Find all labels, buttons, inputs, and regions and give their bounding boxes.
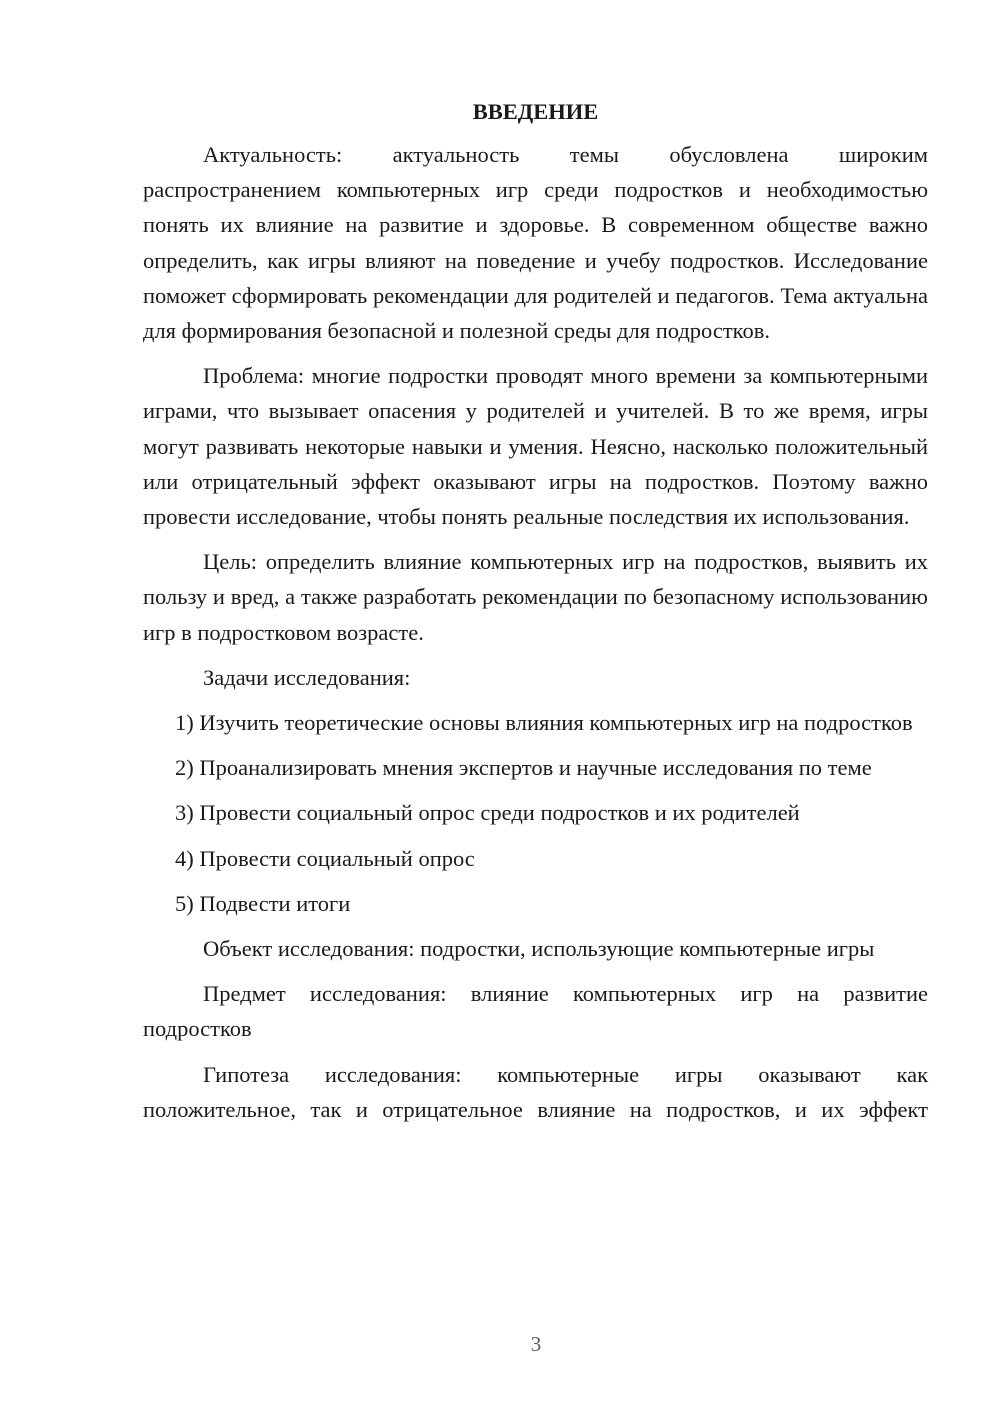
- section-title: ВВЕДЕНИЕ: [472, 99, 599, 124]
- hypothesis-paragraph: Гипотеза исследования: компьютерные игры оказывают как положительное, так и отрицательное влияние на подростков, и их эффект: [143, 1061, 928, 1122]
- task-item: 3) Провести социальный опрос среди подростков и их родителей: [175, 800, 800, 826]
- document-body: [143, 94, 928, 1137]
- task-item: 2) Проанализировать мнения экспертов и научные исследования по теме: [175, 755, 872, 781]
- page-number: 3: [530, 1332, 542, 1356]
- relevance-paragraph: Актуальность: актуальность темы обусловлена широким распространением компьютерных игр среди подростков и необходимостью понять их влияние на развитие и здоровье. В современном обществе важно определить, как игры влияют на поведение и учебу подростков. Исследование поможет сформировать рекомендации для родителей и педагогов. Тема актуальна для формирования безопасной и полезной среды для подростков.: [143, 142, 928, 344]
- goal-paragraph: Цель: определить влияние компьютерных игр на подростков, выявить их пользу и вред, а также разработать рекомендации по безопасному использованию игр в подростковом возрасте.: [143, 549, 928, 645]
- task-item: 5) Подвести итоги: [175, 890, 351, 916]
- object-paragraph: Объект исследования: подростки, использующие компьютерные игры: [203, 936, 875, 962]
- task-item: 1) Изучить теоретические основы влияния компьютерных игр на подростков: [175, 710, 913, 736]
- problem-paragraph: Проблема: многие подростки проводят много времени за компьютерными играми, что вызывает опасения у родителей и учителей. В то же время, игры могут развивать некоторые навыки и умения. Неясно, насколько положительный или отрицательный эффект оказывают игры на подростков. Поэтому важно провести исследование, чтобы понять реальные последствия их использования.: [143, 363, 928, 530]
- subject-paragraph: Предмет исследования: влияние компьютерных игр на развитие подростков: [143, 981, 928, 1042]
- tasks-heading: Задачи исследования:: [203, 664, 411, 690]
- task-item: 4) Провести социальный опрос: [175, 845, 475, 871]
